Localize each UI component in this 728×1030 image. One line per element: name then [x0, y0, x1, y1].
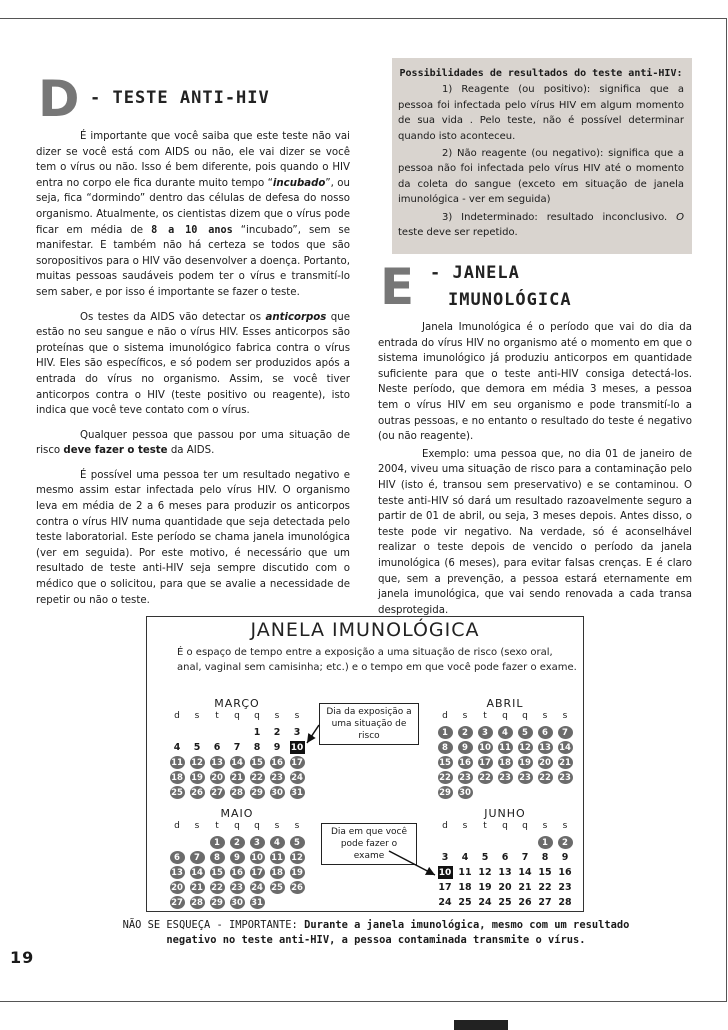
calendar-day: 18 [171, 772, 183, 783]
calendar-day: 25 [498, 897, 512, 908]
calendar-day: 31 [291, 787, 303, 798]
calendar-day: 26 [518, 897, 532, 908]
calendar-day: 18 [271, 867, 283, 878]
section-heading-imunologica: IMUNOLÓGICA [448, 290, 572, 310]
calendar-day: 22 [539, 772, 551, 783]
weekday-label: s [194, 711, 200, 721]
weekday-label: s [274, 711, 280, 721]
calendar-day: 30 [231, 897, 243, 908]
calendar-day: 20 [539, 757, 551, 768]
calendar-day: 30 [271, 787, 283, 798]
calendar-day: 7 [233, 742, 241, 753]
weekday-label: t [483, 821, 487, 831]
calendar-day: 4 [173, 742, 181, 753]
section-letter-e: E [380, 258, 415, 316]
calendar-day: 7 [187, 850, 207, 865]
calendar-day: 1 [253, 727, 261, 738]
weekday-label: s [274, 821, 280, 831]
calendar-day: 14 [518, 867, 532, 878]
weekday-label: s [294, 821, 300, 831]
calendar-day: 25 [271, 882, 283, 893]
calendar-day: 24 [438, 897, 452, 908]
calendar-day: 10 [438, 867, 452, 878]
page-number: 19 [10, 948, 35, 967]
calendar-day: 1 [435, 725, 455, 740]
calendar-day: 2 [227, 835, 247, 850]
calendar-day: 19 [519, 757, 531, 768]
calendar-day: 18 [499, 757, 511, 768]
calendar-day: 21 [559, 757, 571, 768]
calendar-day: 6 [501, 852, 509, 863]
weekday-label: t [483, 711, 487, 721]
calendar-day: 8 [435, 740, 455, 755]
calendar-day: 27 [211, 787, 223, 798]
callout-arrows [147, 617, 583, 911]
calendar-day: 28 [558, 897, 572, 908]
calendar-day: 18 [458, 882, 472, 893]
calendar-day: 11 [271, 852, 283, 863]
calendar-day: 10 [479, 742, 491, 753]
calendar-day: 16 [231, 867, 243, 878]
calendar-day: 1 [207, 835, 227, 850]
calendar-day: 19 [191, 772, 203, 783]
calendar-day: 6 [167, 850, 187, 865]
callout-exam: Dia em que você pode fazer o exame [321, 823, 417, 865]
weekday-label: q [502, 821, 508, 831]
calendar-day: 5 [193, 742, 201, 753]
weekday-label: s [194, 821, 200, 831]
calendar-day: 22 [479, 772, 491, 783]
calendar-day: 17 [438, 882, 452, 893]
weekday-label: s [562, 821, 568, 831]
weekday-label: t [215, 711, 219, 721]
calendar-day: 9 [227, 850, 247, 865]
calendar-day: 2 [273, 727, 281, 738]
weekday-label: s [462, 821, 468, 831]
calendar-day: 1 [535, 835, 555, 850]
janela-imunologica-calendar [146, 616, 584, 912]
calendar-day: 6 [213, 742, 221, 753]
paragraph: Os testes da AIDS vão detectar os anticorpos que estão no seu sangue e não o vírus HIV. Esses anticorpos são proteínas que o sistema imunológico fabrica contra o vírus HIV. Eles são específicos, e só podem ser produzidos após a entrada do vírus no organismo. Assim, se você tiver anticorpos contra o HIV (teste positivo ou reagente), isto indica que você teve contato com o vírus. [36, 311, 350, 417]
calendar-day: 13 [498, 867, 512, 878]
calendar-day: 26 [291, 882, 303, 893]
calendar-day: 20 [211, 772, 223, 783]
calendar-day: 17 [479, 757, 491, 768]
weekday-label: q [234, 711, 240, 721]
calendar-day: 29 [251, 787, 263, 798]
calendar-day: 3 [441, 852, 449, 863]
weekday-label: d [174, 821, 180, 831]
calendar-day: 3 [475, 725, 495, 740]
calendar-day: 10 [251, 852, 263, 863]
weekday-label: d [442, 711, 448, 721]
calendar-day: 24 [251, 882, 263, 893]
calendar-day: 4 [461, 852, 469, 863]
calendar-day: 3 [293, 727, 301, 738]
calendar-day: 9 [455, 740, 475, 755]
arrow-exam [389, 851, 435, 875]
calendar-description: É o espaço de tempo entre a exposição a uma situação de risco (sexo oral, anal, vaginal sem camisinha; etc.) e o tempo em que você pode fazer o exame. [177, 647, 577, 673]
section-letter-d: D [38, 70, 80, 128]
calendar-day: 16 [558, 867, 572, 878]
calendar-day: 29 [211, 897, 223, 908]
weekday-label: q [234, 821, 240, 831]
calendar-day: 13 [539, 742, 551, 753]
paragraph: Qualquer pessoa que passou por uma situação de risco deve fazer o teste da AIDS. [36, 429, 350, 457]
month-name: JUNHO [484, 807, 526, 820]
weekday-label: q [522, 821, 528, 831]
calendar-day: 21 [518, 882, 532, 893]
calendar-day: 12 [191, 757, 203, 768]
result-indeterminado: 3) Indeterminado: resultado inconclusivo. O teste deve ser repetido. [398, 211, 684, 239]
weekday-label: d [442, 821, 448, 831]
calendar-day: 13 [211, 757, 223, 768]
calendar-day: 10 [290, 742, 304, 753]
calendar-day: 23 [231, 882, 243, 893]
calendar-day: 17 [251, 867, 263, 878]
bottom-tab [454, 1020, 508, 1030]
calendar-day: 9 [561, 852, 569, 863]
calendar-day: 12 [478, 867, 492, 878]
calendar-day: 2 [555, 835, 575, 850]
calendar-day: 19 [478, 882, 492, 893]
paragraph: É importante que você saiba que este teste não vai dizer se você está com AIDS ou não, ele vai dizer se você tem o vírus ou não. Isso é bem diferente, pois quando o HIV entra no corpo ele fica durante muito tempo “incubado”, ou seja, fica “dormindo” dentro das células de defesa do nosso organismo. Atualmente, os cientistas dizem que o vírus pode ficar em média de 8 a 10 anos “incubado”, sem se manifestar. E também não há certeza se todos que são soropositivos para o HIV vão desenvolver a doença. Portanto, muitas pessoas saudáveis podem ter o vírus e transmití-lo sem saber, e por isso é importante se fazer o teste. [36, 131, 351, 298]
calendar-day: 28 [231, 787, 243, 798]
results-box [392, 58, 692, 254]
calendar-day: 17 [291, 757, 303, 768]
calendar-day: 8 [253, 742, 261, 753]
calendar-day: 13 [171, 867, 183, 878]
section-d-body [36, 129, 350, 608]
callout-exposure: Dia da exposição a uma situação de risco [319, 703, 419, 745]
calendar-day: 23 [459, 772, 471, 783]
calendar-day: 15 [211, 867, 223, 878]
calendar-day: 14 [191, 867, 203, 878]
calendar-day: 25 [458, 897, 472, 908]
calendar-day: 16 [459, 757, 471, 768]
calendar-day: 12 [519, 742, 531, 753]
calendar-day: 31 [251, 897, 263, 908]
calendar-day: 30 [459, 787, 471, 798]
calendar-day: 22 [538, 882, 552, 893]
calendar-day: 15 [439, 757, 451, 768]
calendar-day: 21 [231, 772, 243, 783]
arrow-exposure [307, 725, 319, 743]
calendar-day: 6 [535, 725, 555, 740]
calendar-day: 2 [455, 725, 475, 740]
calendar-day: 14 [559, 742, 571, 753]
calendar-day: 7 [521, 852, 529, 863]
calendar-day: 19 [291, 867, 303, 878]
weekday-label: s [462, 711, 468, 721]
calendar-day: 11 [499, 742, 511, 753]
calendar-day: 11 [171, 757, 183, 768]
calendar-day: 20 [498, 882, 512, 893]
calendar-day: 23 [499, 772, 511, 783]
month-name: MARÇO [214, 697, 260, 710]
weekday-label: q [502, 711, 508, 721]
paragraph: Exemplo: uma pessoa que, no dia 01 de janeiro de 2004, viveu uma situação de risco para a contaminação pelo HIV (isto é, transou sem preservativo) e se contaminou. O teste anti-HIV só dará um resultado razoavelmente seguro a partir de 01 de abril, ou seja, 3 meses depois. Antes disso, o teste pode vir negativo. Na verdade, só é aconselhável realizar o teste depois de vencido o período da janela imunológica (6 meses), para evitar falsas crenças. E é claro que, sem a prevenção, a pessoa estará eternamente em janela imunológica, que vai sendo renovada a cada transa desprotegida. [378, 448, 692, 616]
weekday-label: d [174, 711, 180, 721]
calendar-day: 26 [191, 787, 203, 798]
calendar-day: 24 [291, 772, 303, 783]
calendar-day: 22 [439, 772, 451, 783]
section-heading-teste-anti-hiv: - TESTE ANTI-HIV [90, 88, 270, 108]
calendar-title: JANELA IMUNOLÓGICA [250, 619, 480, 641]
calendar-day: 5 [515, 725, 535, 740]
calendar-day: 20 [171, 882, 183, 893]
calendar-day: 3 [247, 835, 267, 850]
calendar-day: 15 [538, 867, 552, 878]
calendar-day: 23 [559, 772, 571, 783]
calendar-day: 4 [267, 835, 287, 850]
weekday-label: s [562, 711, 568, 721]
calendar-day: 9 [273, 742, 281, 753]
weekday-label: s [294, 711, 300, 721]
calendar-day: 15 [251, 757, 263, 768]
paragraph: É possível uma pessoa ter um resultado negativo e mesmo assim estar infectada pelo vírus HIV. O organismo leva em média de 2 a 6 meses para produzir os anticorpos contra o vírus HIV numa quantidade que seja detectada pelo teste laboratorial. Este período se chama janela imunológica (ver em seguida). Por este motivo, é necessário que um resultado de teste anti-HIV seja sempre discutido com o médico que o solicitou, para que se avalie a necessidade de repetir ou não o teste. [36, 469, 350, 606]
weekday-label: q [254, 821, 260, 831]
result-reagente: 1) Reagente (ou positivo): significa que a pessoa foi infectada pelo vírus HIV em algum momento de sua vida . Pelo teste, não é possível determinar quando isto aconteceu. [398, 84, 684, 142]
weekday-label: s [542, 711, 548, 721]
results-title: Possibilidades de resultados do teste anti-HIV: [399, 68, 683, 79]
calendar-day: 27 [171, 897, 183, 908]
calendar-day: 12 [291, 852, 303, 863]
paragraph: Janela Imunológica é o período que vai do dia da entrada do vírus HIV no organismo até o momento em que o sistema imunológico já produziu anticorpos em quantidade suficiente para que o teste anti-HIV consiga detectá-los. Neste período, que demora em média 3 meses, a pessoa tem o vírus HIV em seu organismo e pode transmití-lo a outras pessoas, e no entanto o resultado do teste é negativo (ou não reagente). [378, 322, 692, 443]
calendar-day: 14 [231, 757, 243, 768]
calendar-day: 25 [171, 787, 183, 798]
result-nao-reagente: 2) Não reagente (ou negativo): significa que a pessoa não foi infectada pelo vírus HIV até o momento da coleta do sangue (exceto em situação de janela imunológica - ver em seguida) [398, 148, 684, 206]
month-name: MAIO [220, 807, 254, 820]
calendar-day: 24 [478, 897, 492, 908]
calendar-day: 29 [439, 787, 451, 798]
weekday-label: q [254, 711, 260, 721]
calendar-day: 23 [558, 882, 572, 893]
calendar-day: 22 [211, 882, 223, 893]
section-e-body [378, 320, 692, 618]
calendar-day: 8 [541, 852, 549, 863]
important-note: NÃO SE ESQUEÇA - IMPORTANTE: Durante a janela imunológica, mesmo com um resultado negativo no teste anti-HIV, a pessoa contaminada transmite o vírus. [122, 919, 630, 946]
section-heading-janela: - JANELA [430, 263, 520, 283]
calendar-day: 23 [271, 772, 283, 783]
weekday-label: q [522, 711, 528, 721]
calendar-day: 28 [191, 897, 203, 908]
calendar-day: 8 [207, 850, 227, 865]
calendar-day: 27 [538, 897, 552, 908]
calendar-day: 5 [287, 835, 307, 850]
calendar-day: 7 [555, 725, 575, 740]
weekday-label: t [215, 821, 219, 831]
calendar-day: 21 [191, 882, 203, 893]
calendar-day: 22 [251, 772, 263, 783]
month-name: ABRIL [486, 697, 524, 710]
calendar-day: 11 [458, 867, 472, 878]
calendar-day: 5 [481, 852, 489, 863]
weekday-label: s [542, 821, 548, 831]
calendar-day: 4 [495, 725, 515, 740]
calendar-day: 16 [271, 757, 283, 768]
calendar-day: 23 [519, 772, 531, 783]
